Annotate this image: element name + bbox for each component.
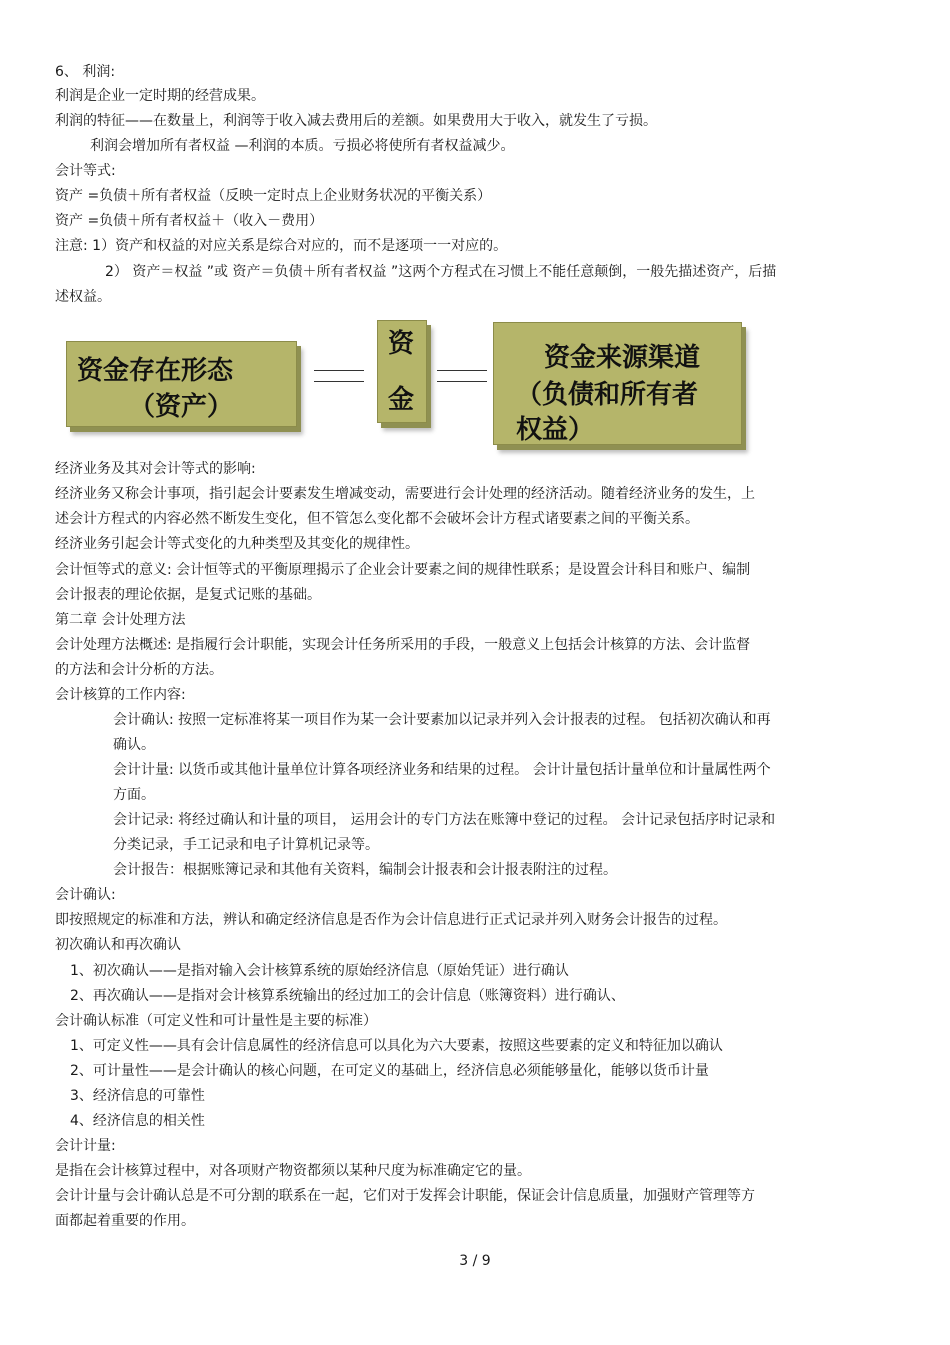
text-line: 利润会增加所有者权益 —利润的本质。亏损必将使所有者权益减少。 (90, 138, 515, 154)
diagram-box-funds-char1: 资 (388, 329, 415, 359)
text-line: 注意: 1）资产和权益的对应关系是综合对应的，而不是逐项一一对应的。 (55, 238, 508, 254)
text-line: 会计计量: 以货币或其他计量单位计算各项经济业务和结果的过程。 会计计量包括计量单位和计量属性两个 (113, 762, 771, 778)
diagram-box-sources-line1: 资金来源渠道 (544, 343, 701, 373)
text-line: 2、可计量性——是会计确认的核心问题，在可定义的基础上，经济信息必须能够量化，能够以货币计量 (70, 1063, 709, 1079)
diagram-box-assets-line2: （资产） (129, 392, 234, 422)
text-line: 会计处理方法概述: 是指履行会计职能，实现会计任务所采用的手段，一般意义上包括会计核算的方法、会计监督 (55, 637, 751, 653)
diagram-box-funds (377, 320, 427, 423)
text-line: 3、经济信息的可靠性 (70, 1088, 205, 1104)
text-line: 1、初次确认——是指对输入会计核算系统的原始经济信息（原始凭证）进行确认 (70, 963, 569, 979)
text-line: 资产 =负债＋所有者权益＋（收入－费用） (55, 213, 324, 229)
text-line: 即按照规定的标准和方法，辨认和确定经济信息是否作为会计信息进行正式记录并列入财务会计报告的过程。 (55, 912, 727, 928)
diagram-box-assets-line1: 资金存在形态 (77, 356, 234, 386)
text-line: 会计确认标准（可定义性和可计量性是主要的标准） (55, 1013, 377, 1029)
text-line: 会计确认: 按照一定标准将某一项目作为某一会计要素加以记录并列入会计报表的过程。 包括初次确认和再 (113, 712, 771, 728)
text-line: 会计确认: (55, 887, 116, 903)
text-line: 资产 =负债＋所有者权益（反映一定时点上企业财务状况的平衡关系） (55, 188, 492, 204)
text-line: 面都起着重要的作用。 (55, 1213, 195, 1229)
text-line: 4、经济信息的相关性 (70, 1113, 205, 1129)
text-line: 确认。 (113, 737, 155, 753)
text-line: 会计报告：根据账簿记录和其他有关资料，编制会计报表和会计报表附注的过程。 (113, 862, 617, 878)
text-line: 方面。 (113, 787, 155, 803)
text-line: 经济业务引起会计等式变化的九种类型及其变化的规律性。 (55, 536, 419, 552)
text-line: 是指在会计核算过程中，对各项财产物资都须以某种尺度为标准确定它的量。 (55, 1163, 531, 1179)
text-line: 经济业务及其对会计等式的影响: (55, 461, 256, 477)
diagram-connector-right (437, 370, 487, 382)
text-line: 经济业务又称会计事项，指引起会计要素发生增减变动，需要进行会计处理的经济活动。随着经济业务的发生，上 (55, 486, 755, 502)
diagram-box-sources (493, 322, 742, 445)
text-line: 1、可定义性——具有会计信息属性的经济信息可以具化为六大要素，按照这些要素的定义和特征加以确认 (70, 1038, 723, 1054)
diagram-box-assets (66, 341, 297, 427)
text-line: 2） 资产＝权益 ”或 资产＝负债＋所有者权益 ”这两个方程式在习惯上不能任意颠倒，一般先描述资产，后描 (105, 264, 777, 280)
text-line: 会计记录: 将经过确认和计量的项目， 运用会计的专门方法在账簿中登记的过程。 会计记录包括序时记录和 (113, 812, 776, 828)
text-line: 会计恒等式的意义: 会计恒等式的平衡原理揭示了企业会计要素之间的规律性联系；是设置会计科目和账户、编制 (55, 562, 751, 578)
text-line: 2、再次确认——是指对会计核算系统输出的经过加工的会计信息（账簿资料）进行确认、 (70, 988, 625, 1004)
diagram-box-sources-line2: （负债和所有者 (516, 380, 699, 410)
text-line: 会计核算的工作内容: (55, 687, 186, 703)
page-number: 3 / 9 (459, 1253, 491, 1269)
text-line: 6、 利润: (55, 64, 116, 80)
diagram-box-funds-char2: 金 (388, 385, 415, 415)
text-line: 第二章 会计处理方法 (55, 612, 186, 628)
text-line: 利润的特征——在数量上，利润等于收入减去费用后的差额。如果费用大于收入，就发生了亏损。 (55, 113, 657, 129)
text-line: 会计报表的理论依据，是复式记账的基础。 (55, 587, 321, 603)
text-line: 分类记录，手工记录和电子计算机记录等。 (113, 837, 379, 853)
text-line: 述会计方程式的内容必然不断发生变化，但不管怎么变化都不会破坏会计方程式诸要素之间的平衡关系。 (55, 511, 699, 527)
text-line: 利润是企业一定时期的经营成果。 (55, 88, 265, 104)
diagram-box-sources-line3: 权益） (516, 415, 595, 445)
text-line: 会计计量与会计确认总是不可分割的联系在一起，它们对于发挥会计职能，保证会计信息质量，加强财产管理等方 (55, 1188, 755, 1204)
text-line: 会计等式: (55, 163, 116, 179)
diagram-connector-left (314, 370, 364, 382)
text-line: 述权益。 (55, 289, 111, 305)
text-line: 的方法和会计分析的方法。 (55, 662, 223, 678)
text-line: 初次确认和再次确认 (55, 937, 181, 953)
text-line: 会计计量: (55, 1138, 116, 1154)
